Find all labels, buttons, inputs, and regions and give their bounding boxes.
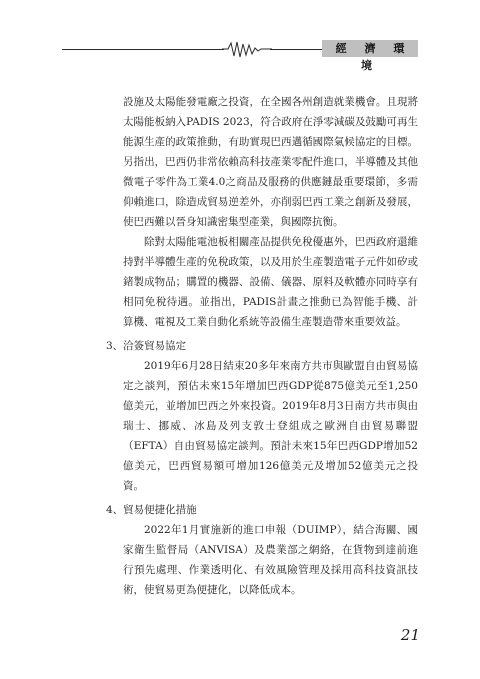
paragraph-solar-investment: 設施及太陽能發電廠之投資，在全國各州創造就業機會。且現將太陽能板納入PADIS 2023，符合政府在淨零減碳及鼓勵可再生能源生產的政策推動，有助實現巴西邁循國際氣候協定的目標。另指出，巴西仍非常依賴高科技產業零配件進口，半導體及其他微電子零件為工業4.0之商品及服務的供應鏈最重要環節，多需仰賴進口，除造成貿易逆差外，亦削弱巴西工業之創新及發展，使巴西難以晉身知識密集型產業，與國際抗衡。 — [123, 96, 418, 228]
heading-trade-agreements: 3、洽簽貿易協定 — [106, 340, 187, 352]
page-number: 21 — [400, 626, 420, 644]
paragraph-tax-exemption: 除對太陽能電池板相關產品提供免稅優惠外，巴西政府還維持對半導體生產的免稅政策，以及用於生產製造電子元件如矽或鍺製成物品；購置的機器、設備、儀器、原料及軟體亦同時享有相同免稅待遇。並指出，PADIS計畫之推動已為智能手機、計算機、電視及工業自動化系統等設備生產製造帶來重要效益。 — [123, 236, 418, 328]
paragraph-trade-agreements: 2019年6月28日結束20多年來南方共市與歐盟自由貿易協定之談判，預估未來15年增加巴西GDP從875億美元至1,250億美元，並增加巴西之外來投資。2019年8月3日南方共市與由瑞士、挪威、冰島及列支敦士登組成之歐洲自由貿易聯盟（EFTA）自由貿易協定談判。預計未來15年巴西GDP增加52億美元，巴西貿易額可增加126億美元及增加52億美元之投資。 — [123, 360, 418, 492]
page-body — [96, 92, 418, 600]
header-rule-right — [270, 49, 323, 50]
heading-trade-facilitation: 4、貿易便捷化措施 — [106, 504, 197, 516]
section-title-badge: 經 濟 環 境 — [322, 40, 418, 57]
header-rule-left — [62, 49, 224, 50]
pulse-wave-icon — [222, 40, 272, 60]
paragraph-trade-facilitation: 2022年1月實施新的進口申報（DUIMP），結合海關、國家衛生監督局（ANVISA）及農業部之網絡，在貨物到達前進行預先處理、作業透明化、有效風險管理及採用高科技資訊技術，使貿易更為便捷化，以降低成本。 — [123, 524, 418, 596]
